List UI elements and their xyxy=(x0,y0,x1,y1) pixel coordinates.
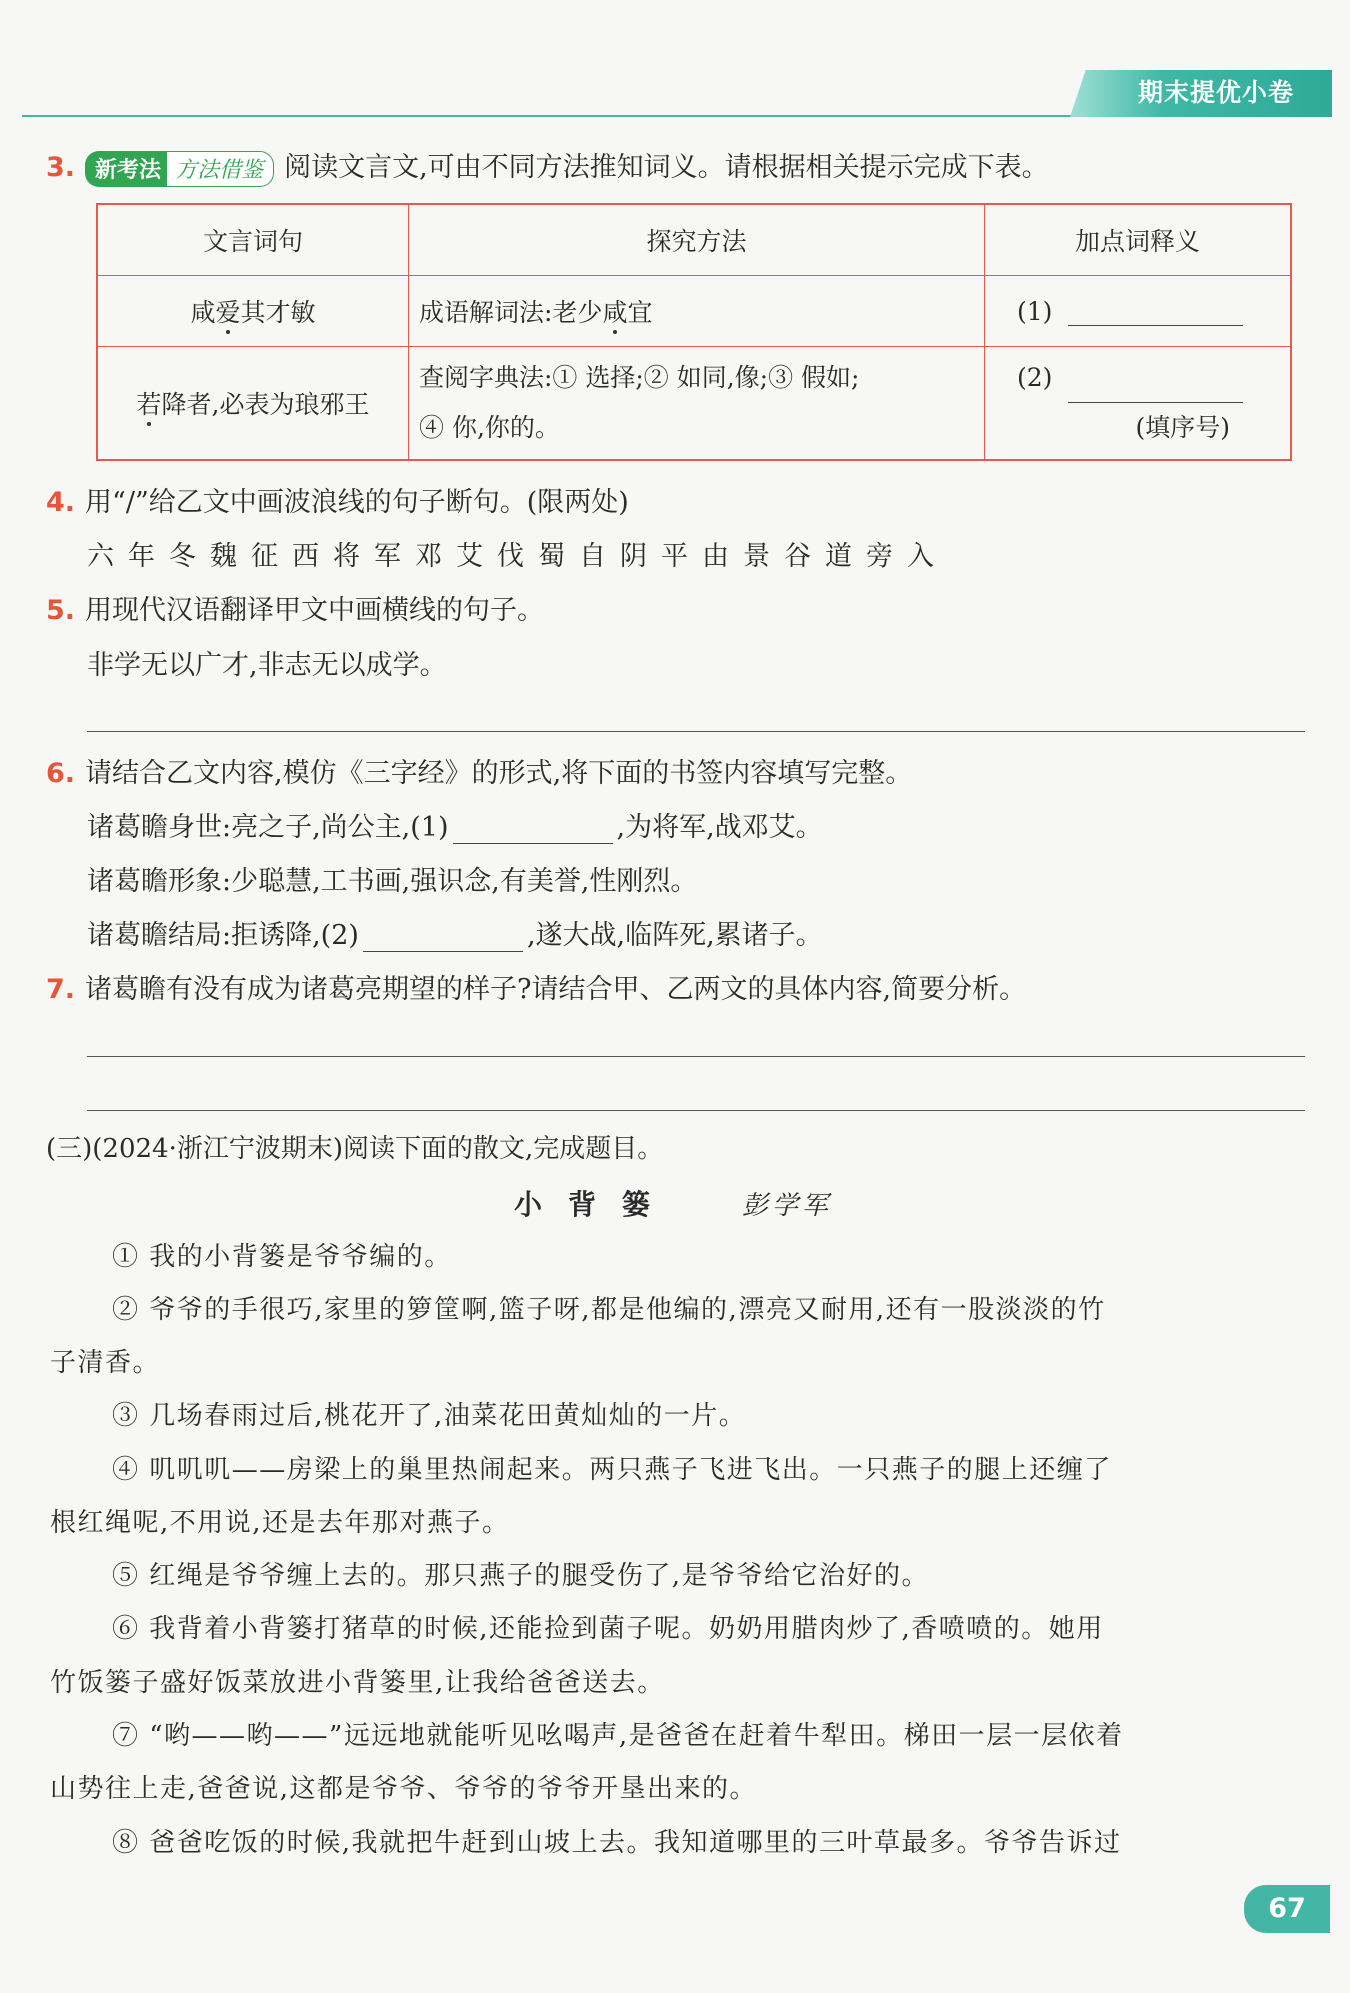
paragraph: ④ 叽叽叽——房梁上的巢里热闹起来。两只燕子飞进飞出。一只燕子的腿上还缠了 xyxy=(112,1455,1112,1485)
paragraph: 竹饭篓子盛好饭菜放进小背篓里,让我给爸爸送去。 xyxy=(50,1668,665,1698)
bookmark-line-2: 诸葛瞻形象:少聪慧,工书画,强识念,有美誉,性刚烈。 xyxy=(87,866,698,897)
bookmark-line-1: 诸葛瞻身世:亮之子,尚公主,(1) ,为将军,战邓艾。 xyxy=(87,812,823,843)
section-tag: 期末提优小卷 xyxy=(1138,78,1295,107)
fill-blank-1[interactable] xyxy=(453,811,613,844)
question-number: 5. xyxy=(46,595,76,626)
question-prompt: 阅读文言文,可由不同方法推知词义。请根据相关提示完成下表。 xyxy=(284,152,1049,183)
question-6 xyxy=(46,751,912,790)
table-header: 探究方法 xyxy=(409,204,985,276)
question-prompt: 用“/”给乙文中画波浪线的句子断句。(限两处) xyxy=(85,487,629,518)
answer-line[interactable] xyxy=(87,731,1305,732)
table-header-row xyxy=(97,204,1291,276)
table-cell-method xyxy=(409,347,985,461)
table-cell-answer xyxy=(985,347,1292,461)
page-number: 67 xyxy=(1244,1885,1330,1933)
answer-label: (1) xyxy=(1017,296,1053,326)
new-method-badge: 新考法 方法借鉴 xyxy=(85,151,274,187)
paragraph: ① 我的小背篓是爷爷编的。 xyxy=(112,1242,452,1272)
table-row xyxy=(97,276,1291,347)
sentence-text: 咸爱其才敏 xyxy=(190,298,316,327)
paragraph: ③ 几场春雨过后,桃花开了,油菜花田黄灿灿的一片。 xyxy=(112,1401,747,1431)
question-number: 6. xyxy=(46,758,76,789)
method-line: ④ 你,你的。 xyxy=(419,413,560,442)
question-prompt: 请结合乙文内容,模仿《三字经》的形式,将下面的书签内容填写完整。 xyxy=(85,758,913,789)
answer-blank-1[interactable] xyxy=(1068,325,1243,326)
table-cell-sentence xyxy=(97,347,409,461)
answer-blank-2[interactable] xyxy=(1068,366,1243,403)
wavy-sentence: 六年冬魏征西将军邓艾伐蜀自阴平由景谷道旁入 xyxy=(87,541,948,572)
question-prompt: 诸葛瞻有没有成为诸葛亮期望的样子?请结合甲、乙两文的具体内容,简要分析。 xyxy=(85,974,1027,1005)
question-prompt: 用现代汉语翻译甲文中画横线的句子。 xyxy=(85,595,545,626)
answer-label: (2) xyxy=(1017,363,1053,392)
fill-blank-2[interactable] xyxy=(363,919,523,952)
section-intro: (三)(2024·浙江宁波期末)阅读下面的散文,完成题目。 xyxy=(46,1134,664,1164)
bookmark-line-3: 诸葛瞻结局:拒诱降,(2) ,遂大战,临阵死,累诸子。 xyxy=(87,920,823,951)
passage-title: 小背篓 xyxy=(514,1188,677,1221)
paragraph: ⑤ 红绳是爷爷缠上去的。那只燕子的腿受伤了,是爷爷给它治好的。 xyxy=(112,1561,930,1591)
table-row xyxy=(97,347,1291,461)
question-number: 4. xyxy=(46,487,76,518)
answer-line[interactable] xyxy=(87,1110,1305,1111)
method-line: 查阅字典法:① 选择;② 如同,像;③ 假如; xyxy=(419,363,860,392)
method-table xyxy=(96,203,1292,461)
question-number: 7. xyxy=(46,974,76,1005)
question-7 xyxy=(46,967,1026,1006)
paragraph: 子清香。 xyxy=(50,1348,161,1378)
paragraph: 山势往上走,爸爸说,这都是爷爷、爷爷的爷爷开垦出来的。 xyxy=(50,1774,758,1804)
answer-line[interactable] xyxy=(87,1056,1305,1057)
paragraph: ② 爷爷的手很巧,家里的箩筐啊,篮子呀,都是他编的,漂亮又耐用,还有一股淡淡的竹 xyxy=(112,1295,1106,1325)
paragraph: ⑧ 爸爸吃饭的时候,我就把牛赶到山坡上去。我知道哪里的三叶草最多。爷爷告诉过 xyxy=(112,1828,1122,1858)
table-cell-answer xyxy=(985,276,1292,347)
question-5 xyxy=(46,588,544,627)
answer-note: (填序号) xyxy=(1135,413,1230,442)
method-text: 成语解词法:老少咸宜 xyxy=(419,298,653,327)
paragraph: 根红绳呢,不用说,还是去年那对燕子。 xyxy=(50,1508,510,1538)
table-cell-sentence xyxy=(97,276,409,347)
question-number: 3. xyxy=(46,152,76,183)
table-cell-method xyxy=(409,276,985,347)
paragraph: ⑦ “哟——哟——”远远地就能听见吆喝声,是爸爸在赶着牛犁田。梯田一层一层依着 xyxy=(112,1721,1124,1751)
question-3 xyxy=(46,145,1049,187)
paragraph: ⑥ 我背着小背篓打猪草的时候,还能捡到菌子呢。奶奶用腊肉炒了,香喷喷的。她用 xyxy=(112,1614,1104,1644)
translate-sentence: 非学无以广才,非志无以成学。 xyxy=(87,650,447,681)
passage-author: 彭学军 xyxy=(742,1191,833,1221)
sentence-text: 若降者,必表为琅邪王 xyxy=(136,390,370,419)
table-header: 加点词释义 xyxy=(985,204,1292,276)
question-4 xyxy=(46,480,629,519)
table-header: 文言词句 xyxy=(97,204,409,276)
